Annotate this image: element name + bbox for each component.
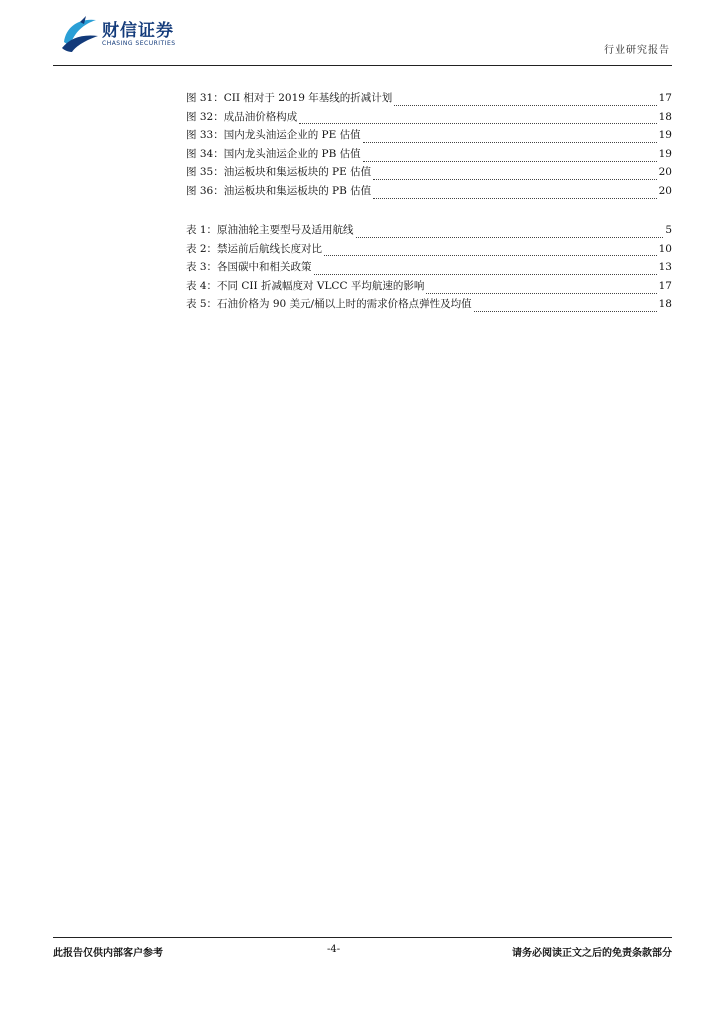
toc-entry-page: 19 (658, 129, 672, 142)
toc-entry-label: 表 5：石油价格为 90 美元/桶以上时的需求价格点弹性及均值 (186, 298, 472, 311)
toc-entry-page: 17 (658, 279, 672, 292)
company-logo (60, 14, 190, 54)
report-type-label: 行业研究报告 (604, 45, 670, 56)
toc-entry[interactable] (186, 146, 672, 165)
toc-entry-label: 图 32：成品油价格构成 (186, 110, 298, 123)
toc-leader-dots (373, 190, 656, 199)
toc-entry-page: 18 (658, 298, 672, 311)
toc-entry-label: 表 2：禁运前后航线长度对比 (186, 242, 323, 255)
toc-leader-dots (314, 266, 657, 275)
toc-entry[interactable] (186, 278, 672, 297)
toc-entry-label: 表 3：各国碳中和相关政策 (186, 261, 312, 274)
toc-entry[interactable] (186, 90, 672, 109)
toc-entry[interactable] (186, 259, 672, 278)
toc-leader-dots (363, 134, 657, 143)
toc-entry-page: 17 (658, 92, 672, 104)
toc-entry-label: 图 36：油运板块和集运板块的 PB 估值 (186, 184, 372, 197)
toc-leader-dots (363, 153, 657, 162)
toc-entry-label: 表 4：不同 CII 折减幅度对 VLCC 平均航速的影响 (186, 279, 425, 292)
toc-entry[interactable] (186, 296, 672, 315)
toc-entry-page: 13 (658, 261, 672, 274)
toc-entry-page: 10 (658, 242, 672, 255)
toc-leader-dots (299, 115, 656, 124)
table-list (186, 222, 672, 315)
footer-disclaimer-left: 此报告仅供内部客户参考 (53, 948, 163, 959)
toc-entry-label: 图 35：油运板块和集运板块的 PE 估值 (186, 166, 372, 179)
toc-entry-page: 19 (658, 147, 672, 160)
toc-entry-label: 图 31：CII 相对于 2019 年基线的折减计划 (186, 92, 393, 104)
toc-entry-label: 图 33：国内龙头油运企业的 PE 估值 (186, 129, 361, 142)
toc-leader-dots (426, 285, 656, 294)
toc-leader-dots (356, 229, 664, 238)
footer-divider (53, 937, 672, 938)
toc-leader-dots (373, 171, 657, 180)
toc-entry[interactable] (186, 183, 672, 202)
footer-disclaimer-right: 请务必阅读正文之后的免责条款部分 (512, 948, 672, 959)
page-number: -4- (327, 944, 341, 955)
toc-entry[interactable] (186, 127, 672, 146)
toc-entry[interactable] (186, 109, 672, 128)
toc-entry[interactable] (186, 241, 672, 260)
logo-english-name: CHASING SECURITIES (102, 40, 176, 47)
toc-entry-label: 表 1：原油油轮主要型号及适用航线 (186, 224, 354, 236)
toc-leader-dots (394, 97, 656, 106)
toc-entry-page: 20 (658, 184, 672, 197)
header-divider (53, 65, 672, 66)
chasing-securities-logo-icon (60, 14, 100, 54)
toc-leader-dots (474, 303, 657, 312)
toc-entry-page: 20 (658, 166, 672, 179)
figure-list (186, 90, 672, 202)
toc-entry[interactable] (186, 222, 672, 241)
toc-leader-dots (324, 247, 657, 256)
logo-chinese-name: 财信证券 (102, 21, 174, 41)
toc-entry[interactable] (186, 164, 672, 183)
toc-entry-label: 图 34：国内龙头油运企业的 PB 估值 (186, 147, 361, 160)
toc-entry-page: 5 (665, 224, 672, 236)
toc-entry-page: 18 (658, 110, 672, 123)
